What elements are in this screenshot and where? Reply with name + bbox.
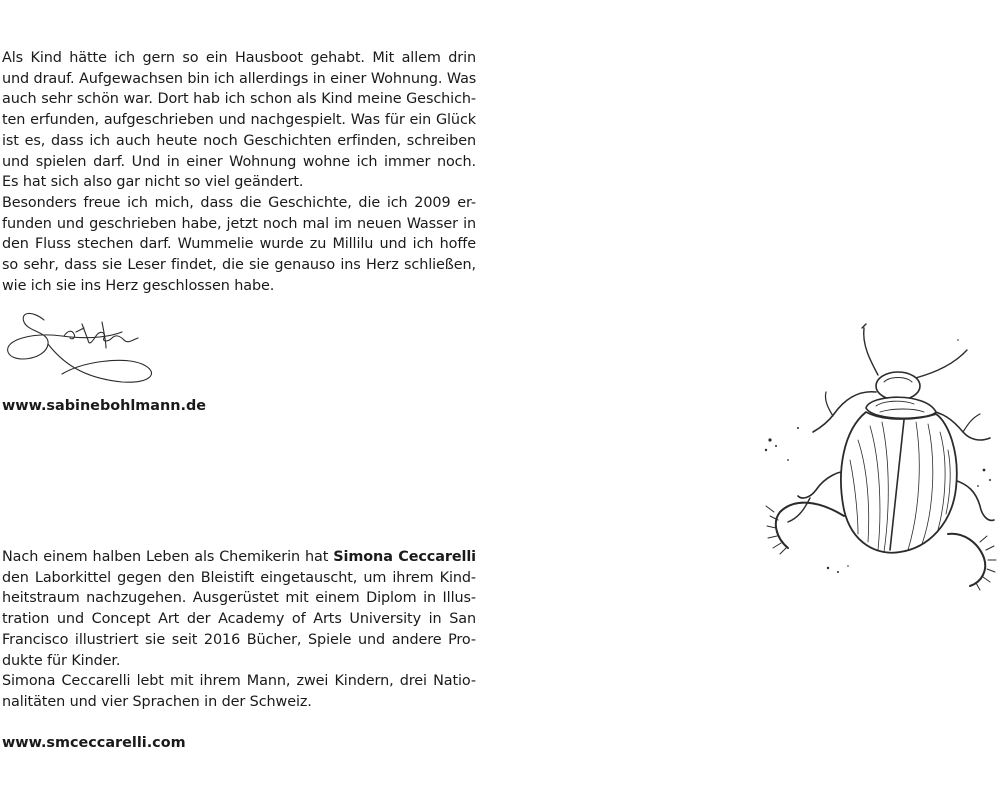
- author-bio-line: Es hat sich also gar nicht so viel geändert.: [2, 174, 304, 191]
- author-website-link[interactable]: www.sabinebohlmann.de: [2, 398, 207, 414]
- author-bio-line: auch sehr schön war. Dort hab ich schon als Kind meine Geschich-: [2, 91, 476, 108]
- author-signature: [2, 302, 162, 392]
- illustrator-name: Simona Ceccarelli: [333, 549, 476, 565]
- author-bio-line: funden und geschrieben habe, jetzt noch mal im neuen Wasser in: [2, 215, 476, 232]
- illustrator-bio-prefix: Nach einem halben Leben als Chemikerin hat: [2, 549, 329, 565]
- author-bio-line: so sehr, dass sie Leser findet, die sie genauso ins Herz schließen,: [2, 257, 476, 274]
- illustrator-bio-line: dukte für Kinder.: [2, 652, 121, 669]
- illustrator-bio-line: heitstraum nachzugehen. Ausgerüstet mit einem Diplom in Illus-: [2, 590, 476, 607]
- illustrator-bio-first-line: [2, 547, 476, 568]
- author-bio-line: und drauf. Aufgewachsen bin ich allerdings in einer Wohnung. Was: [2, 70, 477, 87]
- author-bio-line: und spielen darf. Und in einer Wohnung wohne ich immer noch.: [2, 153, 476, 170]
- beetle-illustration: [758, 320, 1000, 595]
- illustrator-bio-paragraph: [2, 547, 476, 713]
- author-bio-line: den Fluss stechen darf. Wummelie wurde zu Millilu und ich hoffe: [2, 236, 476, 253]
- author-bio-line: wie ich sie ins Herz geschlossen habe.: [2, 277, 275, 294]
- author-bio-paragraph: [2, 48, 476, 296]
- illustrator-bio-line: nalitäten und vier Sprachen in der Schweiz.: [2, 693, 312, 710]
- author-bio-line: ist es, dass ich auch heute noch Geschichten erfinden, schreiben: [2, 132, 476, 149]
- author-bio-line: Als Kind hätte ich gern so ein Hausboot gehabt. Mit allem drin: [2, 50, 476, 66]
- author-bio-line: ten erfunden, aufgeschrieben und nachgespielt. Was für ein Glück: [2, 112, 476, 129]
- author-bio-line: Besonders freue ich mich, dass die Geschichte, die ich 2009 er-: [2, 194, 476, 211]
- illustrator-bio-line: den Laborkittel gegen den Bleistift eingetauscht, um ihrem Kind-: [2, 569, 476, 586]
- illustrator-website-link[interactable]: www.smceccarelli.com: [2, 735, 186, 751]
- illustrator-bio-line: Simona Ceccarelli lebt mit ihrem Mann, zwei Kindern, drei Natio-: [2, 673, 476, 690]
- illustrator-bio-line: Francisco illustriert sie seit 2016 Bücher, Spiele und andere Pro-: [2, 631, 476, 648]
- illustrator-bio-line: tration und Concept Art der Academy of Arts University in San: [2, 611, 476, 628]
